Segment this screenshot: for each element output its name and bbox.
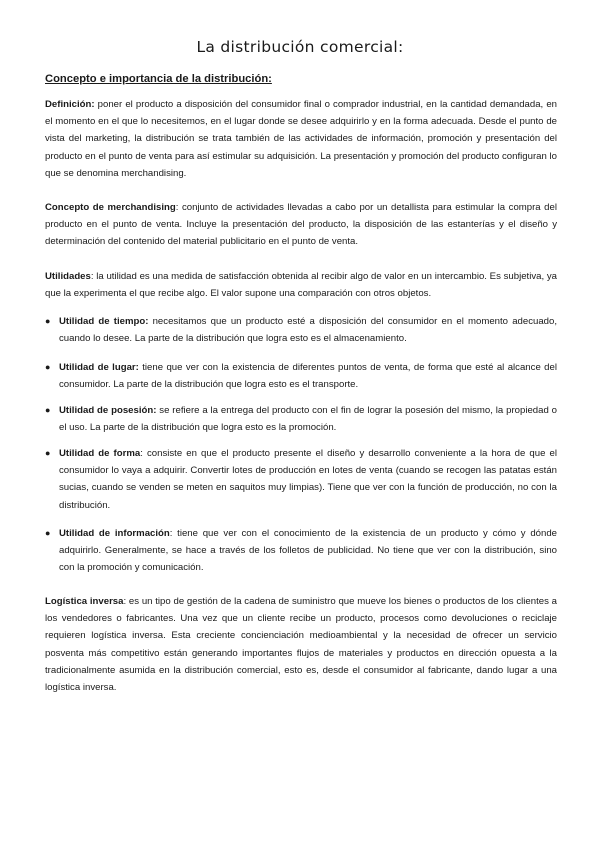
list-item xyxy=(45,525,557,577)
merchandising-text: : conjunto de actividades llevadas a cabo por un detallista para estimular la compra del producto en el punto de venta. Incluye la presentación del producto, la disposición de las estanterías y el diseño y determinación del contenido del material publicitario en el punto de venta. xyxy=(45,202,557,248)
logistica-paragraph xyxy=(45,593,557,696)
bullet-icon: ● xyxy=(45,405,51,415)
definition-text: poner el producto a disposición del consumidor final o comprador industrial, en la cantidad demandada, en el momento en el que lo necesitemos, en el lugar donde se desee adquirirlo y en la forma adecuada. Desde el punto de vista del marketing, la distribución se trata también de las actividades de información, promoción y presentación del producto en el punto de venta para así estimular su adquisición. La presentación y promoción del producto configuran lo que se denomina merchandising. xyxy=(45,99,557,179)
definition-term: Definición: xyxy=(45,99,95,110)
list-item xyxy=(45,402,557,436)
bullet-text: se refiere a la entrega del producto con el fin de lograr la posesión del mismo, la propiedad o el uso. La parte de la distribución que logra esto es la promoción. xyxy=(59,405,558,434)
bullet-text: tiene que ver con la existencia de diferentes puntos de venta, de forma que esté al alcance del consumidor. La parte de la distribución que logra esto es el transporte. xyxy=(59,362,557,391)
bullet-icon: ● xyxy=(45,448,51,458)
list-item xyxy=(45,359,557,393)
utilidades-text: : la utilidad es una medida de satisfacción obtenida al recibir algo de valor en un intercambio. Es subjetiva, ya que la experimenta el que recibe algo. El valor supone una comparación con otros objetos. xyxy=(45,271,557,300)
list-item xyxy=(45,313,557,347)
utilidades-paragraph xyxy=(45,268,557,302)
bullet-term: Utilidad de lugar: xyxy=(59,362,139,373)
bullet-text: : consiste en que el producto presente el diseño y desarrollo conveniente a la hora de que el consumidor lo vaya a adquirir. Convertir lotes de producción en lotes de venta (cuando se recogen las patatas están sucias, cuando se venden se meten en saquitos muy limpias). Tiene que ver con la función de producción, no con la distribución. xyxy=(59,448,557,511)
bullet-text: necesitamos que un producto esté a disposición del consumidor en el momento adecuado, cuando lo desee. La parte de la distribución que logra esto es el almacenamiento. xyxy=(59,316,558,345)
bullet-term: Utilidad de información xyxy=(59,528,170,539)
bullet-term: Utilidad de posesión: xyxy=(59,405,157,416)
bullet-term: Utilidad de tiempo: xyxy=(59,316,149,327)
utilidades-term: Utilidades xyxy=(45,271,91,282)
page-title: La distribución comercial: xyxy=(196,38,404,56)
logistica-term: Logística inversa xyxy=(45,596,124,607)
definition-paragraph xyxy=(45,96,557,182)
bullet-icon: ● xyxy=(45,362,51,372)
logistica-text: : es un tipo de gestión de la cadena de suministro que mueve los bienes o productos de los clientes a los vendedores o fabricantes. Una vez que un cliente recibe un producto, procesos como devoluciones o reciclaje requieren logística inversa. Esta creciente concienciación medioambiental y la necesidad de ofrecer un servicio posventa más competitivo están generando importantes flujos de materiales y productos en dirección opuesta a la tradicionalmente asumida en la distribución comercial, esto es, desde el consumidor al fabricante, dando lugar a una logística inversa. xyxy=(45,596,557,694)
bullet-icon: ● xyxy=(45,316,51,326)
list-item xyxy=(45,445,557,514)
merchandising-term: Concepto de merchandising xyxy=(45,202,176,213)
section-heading: Concepto e importancia de la distribución: xyxy=(45,73,272,85)
bullet-icon: ● xyxy=(45,528,51,538)
merchandising-paragraph xyxy=(45,199,557,251)
bullet-term: Utilidad de forma xyxy=(59,448,141,459)
bullet-text: : tiene que ver con el conocimiento de la existencia de un producto y cómo y dónde adquirirlo. Generalmente, se hace a través de los folletos de publicidad. No tiene que ver con la distribución, sino con la promoción y comunicación. xyxy=(59,528,557,574)
